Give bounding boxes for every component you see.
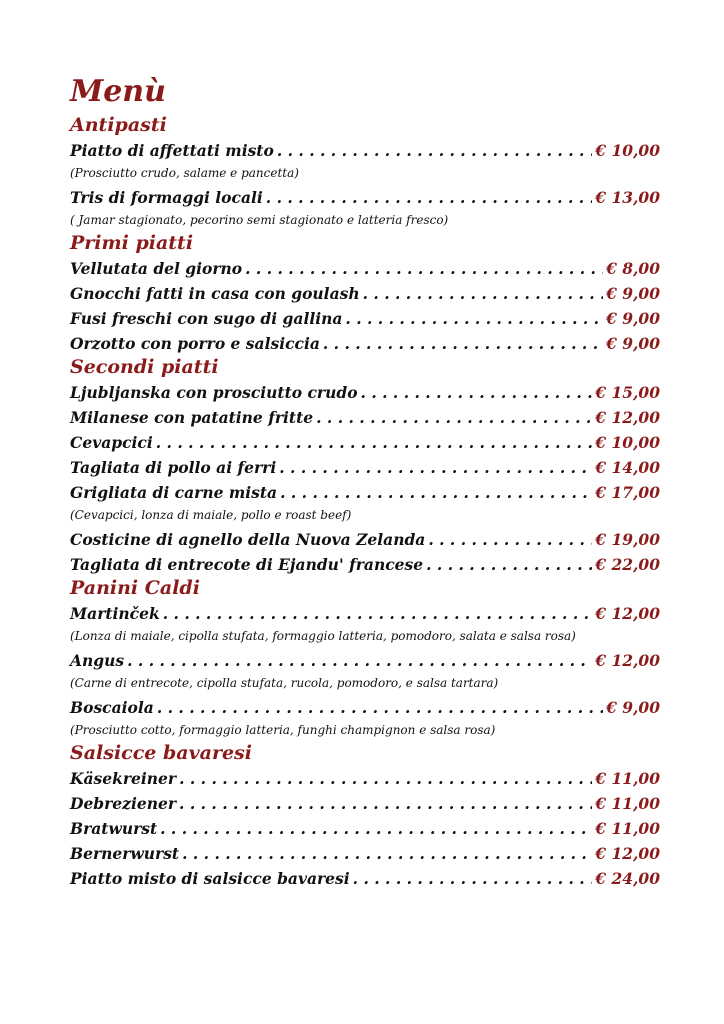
dot-leader xyxy=(345,306,603,331)
item-name: Orzotto con porro e salsiccia xyxy=(70,334,320,353)
item-price: € 14,00 xyxy=(595,458,660,477)
menu-item xyxy=(70,281,660,306)
item-name: Grigliata di carne mista xyxy=(70,483,278,502)
item-name: Gnocchi fatti in casa con goulash xyxy=(70,284,360,303)
dot-leader xyxy=(353,866,593,891)
dot-leader xyxy=(428,527,592,552)
item-name: Ljubljanska con prosciutto crudo xyxy=(70,383,358,402)
item-price: € 15,00 xyxy=(595,383,660,402)
item-name: Boscaiola xyxy=(70,698,154,717)
dot-leader xyxy=(363,281,603,306)
dot-leader xyxy=(279,455,592,480)
menu-item xyxy=(70,841,660,866)
item-name: Angus xyxy=(70,651,125,670)
section-title: Antipasti xyxy=(70,114,167,136)
item-price: € 9,00 xyxy=(606,284,660,303)
menu-item xyxy=(70,816,660,841)
menu-item xyxy=(70,380,660,405)
menu-item xyxy=(70,480,660,505)
menu-item xyxy=(70,766,660,791)
item-price: € 9,00 xyxy=(606,334,660,353)
item-price: € 12,00 xyxy=(595,604,660,623)
item-description: (Prosciutto crudo, salame e pancetta) xyxy=(70,166,299,180)
item-name: Milanese con patatine fritte xyxy=(70,408,314,427)
item-description: (Cevapcici, lonza di maiale, pollo e roast beef) xyxy=(70,508,352,522)
item-price: € 10,00 xyxy=(595,141,660,160)
item-price: € 12,00 xyxy=(595,408,660,427)
dot-leader xyxy=(179,791,592,816)
dot-leader xyxy=(245,256,603,281)
item-price: € 24,00 xyxy=(595,869,660,888)
item-price: € 12,00 xyxy=(595,651,660,670)
item-name: Costicine di agnello della Nuova Zelanda xyxy=(70,530,426,549)
dot-leader xyxy=(182,841,592,866)
menu-item xyxy=(70,648,660,673)
dot-leader xyxy=(426,552,592,577)
section-title: Salsicce bavaresi xyxy=(70,742,252,764)
item-name: Debreziener xyxy=(70,794,177,813)
menu-title: Menù xyxy=(70,74,166,109)
dot-leader xyxy=(157,695,603,720)
menu-item xyxy=(70,866,660,891)
item-name: Piatto di affettati misto xyxy=(70,141,274,160)
item-name: Bratwurst xyxy=(70,819,158,838)
menu-item xyxy=(70,601,660,626)
item-name: Käsekreiner xyxy=(70,769,177,788)
menu-item xyxy=(70,331,660,356)
item-price: € 9,00 xyxy=(606,698,660,717)
dot-leader xyxy=(280,480,592,505)
item-price: € 12,00 xyxy=(595,844,660,863)
item-price: € 19,00 xyxy=(595,530,660,549)
menu-item xyxy=(70,695,660,720)
item-description: (Carne di entrecote, cipolla stufata, rucola, pomodoro, e salsa tartara) xyxy=(70,676,499,690)
item-price: € 11,00 xyxy=(595,819,660,838)
item-price: € 11,00 xyxy=(595,794,660,813)
item-price: € 11,00 xyxy=(595,769,660,788)
menu-item xyxy=(70,306,660,331)
item-name: Tagliata di pollo ai ferri xyxy=(70,458,277,477)
dot-leader xyxy=(179,766,592,791)
item-price: € 8,00 xyxy=(606,259,660,278)
menu-item xyxy=(70,430,660,455)
item-name: Martinček xyxy=(70,604,160,623)
menu-content xyxy=(70,72,660,891)
item-name: Cevapcici xyxy=(70,433,153,452)
dot-leader xyxy=(127,648,592,673)
item-price: € 13,00 xyxy=(595,188,660,207)
dot-leader xyxy=(316,405,592,430)
item-name: Fusi freschi con sugo di gallina xyxy=(70,309,343,328)
dot-leader xyxy=(266,185,593,210)
item-description: (Prosciutto cotto, formaggio latteria, funghi champignon e salsa rosa) xyxy=(70,723,496,737)
item-price: € 9,00 xyxy=(606,309,660,328)
menu-item xyxy=(70,185,660,210)
section-title: Secondi piatti xyxy=(70,356,219,378)
menu-item xyxy=(70,552,660,577)
item-price: € 22,00 xyxy=(595,555,660,574)
menu-item xyxy=(70,138,660,163)
dot-leader xyxy=(163,601,593,626)
item-price: € 17,00 xyxy=(595,483,660,502)
item-description: (Lonza di maiale, cipolla stufata, formaggio latteria, pomodoro, salata e salsa rosa) xyxy=(70,629,576,643)
dot-leader xyxy=(160,816,592,841)
dot-leader xyxy=(361,380,593,405)
menu-item xyxy=(70,256,660,281)
item-name: Tris di formaggi locali xyxy=(70,188,263,207)
menu-item xyxy=(70,791,660,816)
dot-leader xyxy=(156,430,593,455)
menu-item xyxy=(70,455,660,480)
item-description: ( Jamar stagionato, pecorino semi stagionato e latteria fresco) xyxy=(70,213,449,227)
dot-leader xyxy=(277,138,592,163)
item-price: € 10,00 xyxy=(595,433,660,452)
section-title: Panini Caldi xyxy=(70,577,200,599)
menu-sections xyxy=(70,112,660,891)
item-name: Vellutata del giorno xyxy=(70,259,243,278)
item-name: Piatto misto di salsicce bavaresi xyxy=(70,869,350,888)
dot-leader xyxy=(323,331,603,356)
menu-item xyxy=(70,527,660,552)
menu-item xyxy=(70,405,660,430)
section-title: Primi piatti xyxy=(70,232,194,254)
item-name: Bernerwurst xyxy=(70,844,180,863)
item-name: Tagliata di entrecote di Ejandu' francese xyxy=(70,555,424,574)
